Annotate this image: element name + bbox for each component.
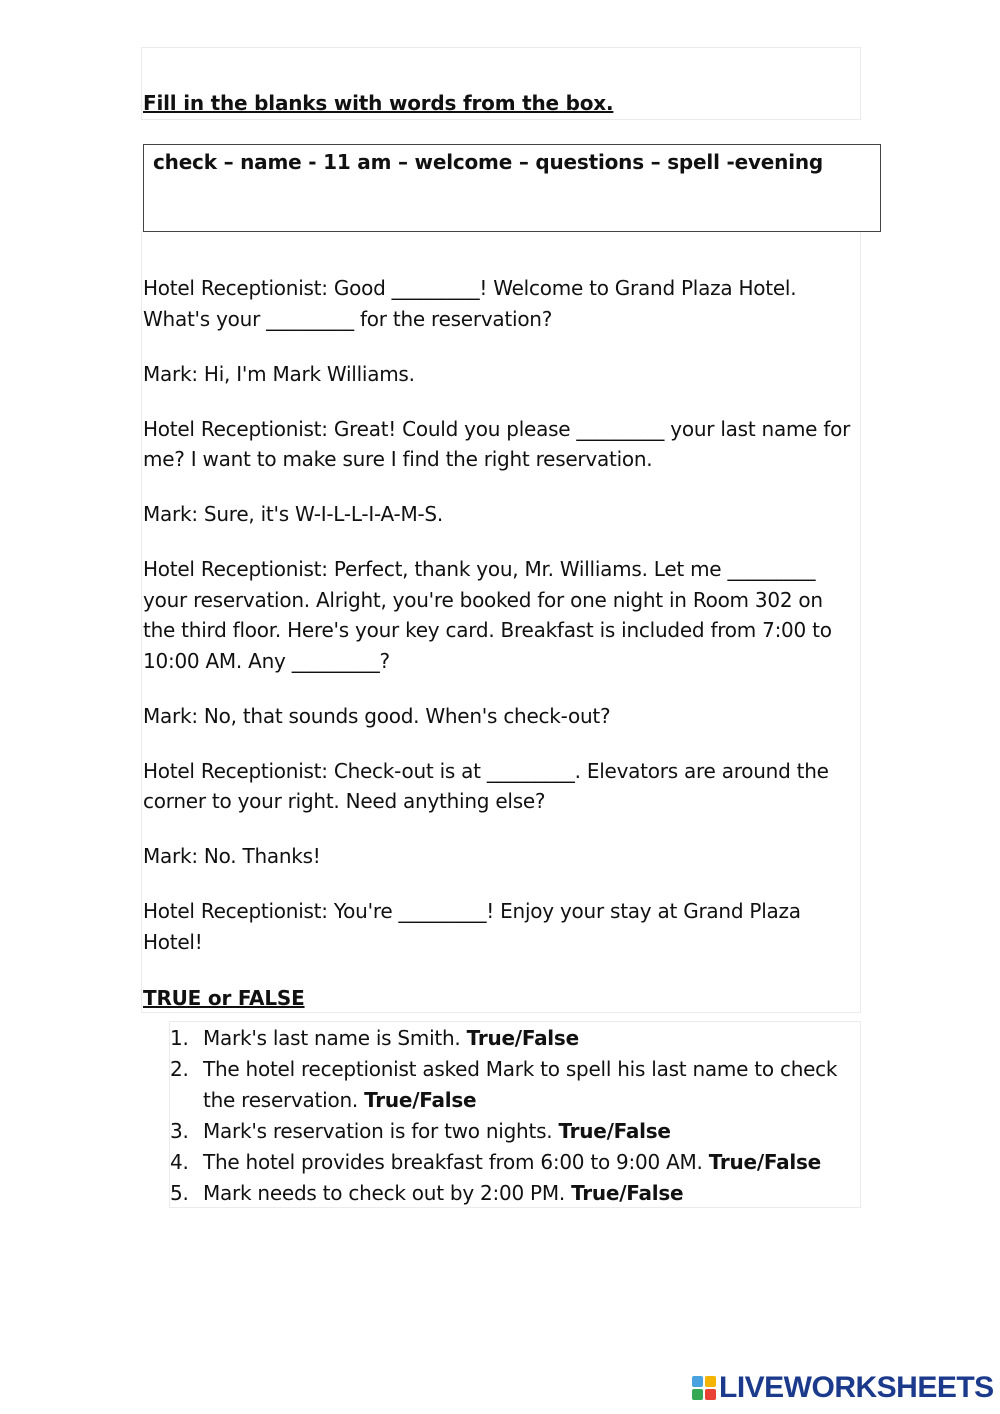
dialogue-line: Mark: No, that sounds good. When's check-out? (143, 703, 611, 728)
liveworksheets-logo (692, 1373, 994, 1403)
statement: The hotel provides breakfast from 6:00 to 9:00 AM. (203, 1150, 703, 1174)
dialogue-line: Mark: Sure, it's W-I-L-L-I-A-M-S. (143, 502, 443, 526)
item-number: 1. (170, 1026, 189, 1050)
true-false-answer[interactable]: True/False (571, 1181, 684, 1205)
item-text (203, 1023, 860, 1054)
word-box-text: check – name - 11 am – welcome – questions – spell -evening (153, 150, 824, 174)
true-false-answer[interactable]: True/False (708, 1150, 821, 1174)
dialogue (143, 273, 855, 982)
item-number: 2. (170, 1057, 189, 1081)
instruction-heading: Fill in the blanks with words from the box. (143, 91, 614, 115)
logo-text: LIVEWORKSHEETS (719, 1371, 994, 1404)
item-number: 4. (170, 1150, 189, 1174)
list-item (170, 1023, 860, 1054)
dialogue-line: Mark: Hi, I'm Mark Williams. (143, 361, 415, 386)
statement: The hotel receptionist asked Mark to spell his last name to check the reservation. (203, 1057, 838, 1112)
list-item (170, 1116, 860, 1147)
item-number: 5. (170, 1181, 189, 1205)
dialogue-line: Hotel Receptionist: Great! Could you please _________ your last name for me? I want to make sure I find the right reservation. (143, 416, 851, 471)
item-text (203, 1116, 860, 1147)
true-false-answer[interactable]: True/False (364, 1088, 477, 1112)
list-item (170, 1054, 860, 1116)
true-false-heading: TRUE or FALSE (143, 986, 305, 1010)
liveworksheets-blocks-icon (692, 1376, 716, 1400)
dialogue-line: Hotel Receptionist: You're _________! Enjoy your stay at Grand Plaza Hotel! (143, 899, 801, 954)
item-text (203, 1054, 860, 1116)
true-false-answer[interactable]: True/False (466, 1026, 579, 1050)
word-box (143, 144, 881, 232)
item-number: 3. (170, 1119, 189, 1143)
statement: Mark needs to check out by 2:00 PM. (203, 1181, 565, 1205)
list-item (170, 1178, 860, 1209)
dialogue-line: Hotel Receptionist: Perfect, thank you, Mr. Williams. Let me _________ your reservation. Alright, you're booked for one night in Room 302 on the third floor. Here's your key card. Breakfast is included from 7:00 to 10:00 AM. Any _________? (143, 557, 832, 673)
item-text (203, 1178, 860, 1209)
item-text (203, 1147, 860, 1178)
dialogue-line: Mark: No. Thanks! (143, 844, 321, 868)
true-false-answer[interactable]: True/False (558, 1119, 671, 1143)
list-item (170, 1147, 860, 1178)
statement: Mark's reservation is for two nights. (203, 1119, 553, 1143)
statement: Mark's last name is Smith. (203, 1026, 461, 1050)
true-false-list (170, 1023, 860, 1209)
dialogue-line: Hotel Receptionist: Good _________! Welcome to Grand Plaza Hotel. What's your _________ for the reservation? (143, 276, 797, 331)
dialogue-line: Hotel Receptionist: Check-out is at _________. Elevators are around the corner to your right. Need anything else? (143, 758, 829, 813)
